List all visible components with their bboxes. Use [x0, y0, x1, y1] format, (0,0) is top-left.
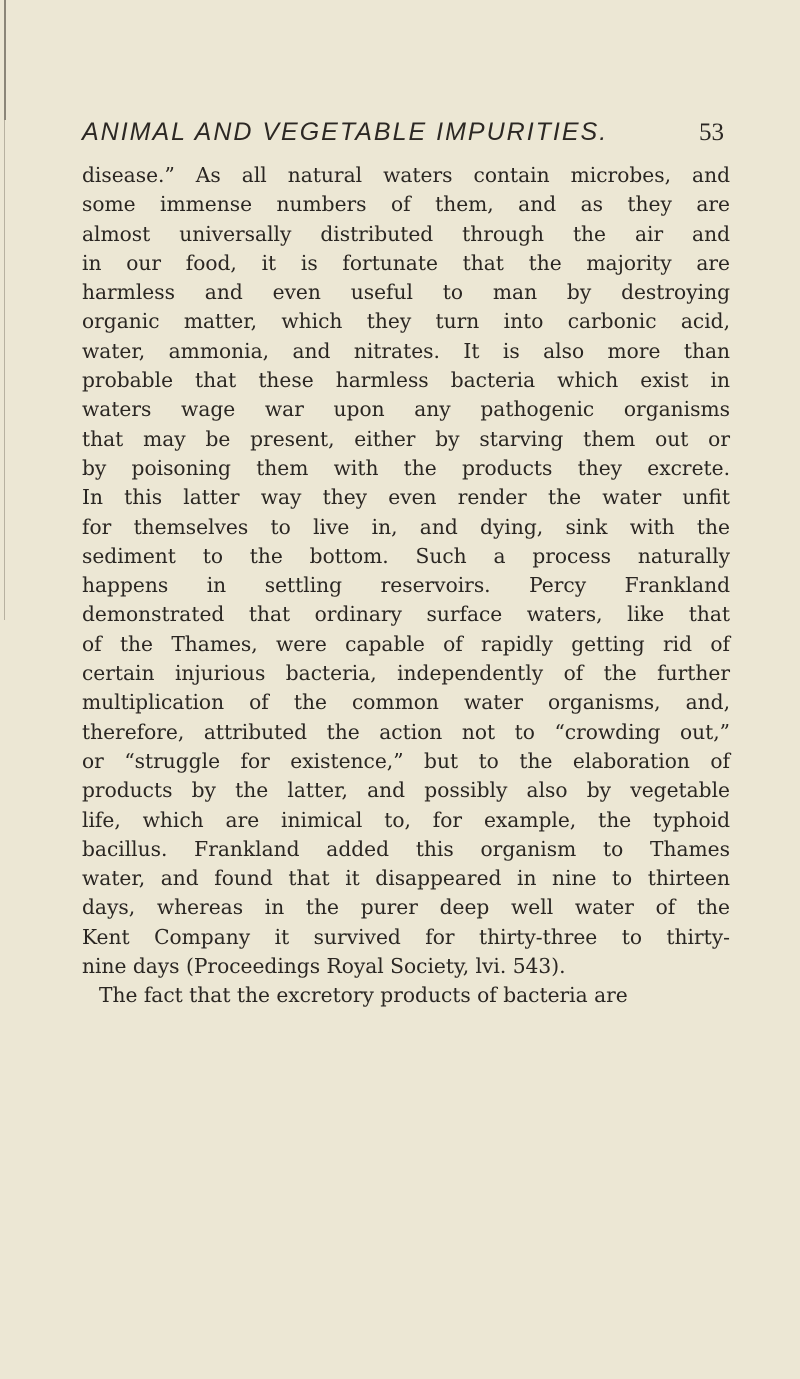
text-line: sediment to the bottom. Such a process naturally	[82, 543, 730, 568]
text-line: probable that these harmless bacteria which exist in	[82, 368, 730, 393]
text-line: demonstrated that ordinary surface waters, like that	[82, 602, 730, 627]
text-line: days, whereas in the purer deep well water of the	[82, 895, 730, 920]
text-line: that may be present, either by starving them out or	[82, 426, 730, 451]
text-line: nine days (Proceedings Royal Society, lvi. 543).	[82, 954, 566, 979]
text-line: waters wage war upon any pathogenic organisms	[82, 397, 730, 422]
text-line: multiplication of the common water organisms, and,	[82, 690, 730, 715]
text-line: bacillus. Frankland added this organism to Thames	[82, 836, 730, 861]
running-head	[82, 118, 730, 147]
text-line: certain injurious bacteria, independently of the further	[82, 661, 730, 686]
text-line: products by the latter, and possibly also by vegetable	[82, 778, 730, 803]
text-line: of the Thames, were capable of rapidly getting rid of	[82, 631, 730, 656]
text-line: disease.” As all natural waters contain microbes, and	[82, 163, 730, 187]
book-page	[82, 118, 730, 1011]
text-line: water, ammonia, and nitrates. It is also more than	[82, 338, 730, 363]
text-line: life, which are inimical to, for example, the typhoid	[82, 807, 730, 832]
running-title: ANIMAL AND VEGETABLE IMPURITIES.	[82, 118, 609, 146]
text-line: happens in settling reservoirs. Percy Frankland	[82, 573, 730, 598]
text-line: The fact that the excretory products of bacteria are	[99, 983, 628, 1008]
page-gutter-edge	[4, 0, 6, 120]
text-line: for themselves to live in, and dying, sink with the	[82, 514, 730, 539]
text-line: organic matter, which they turn into carbonic acid,	[82, 309, 730, 334]
text-line: or “struggle for existence,” but to the elaboration of	[82, 748, 730, 773]
text-line: Kent Company it survived for thirty-three to thirty-	[82, 924, 730, 949]
text-line: therefore, attributed the action not to “crowding out,”	[82, 719, 730, 744]
text-line: In this latter way they even render the water unfit	[82, 485, 730, 510]
text-line: almost universally distributed through the air and	[82, 221, 730, 246]
page-gutter-shadow	[4, 120, 5, 620]
text-line: by poisoning them with the products they excrete.	[82, 455, 730, 480]
text-line: water, and found that it disappeared in nine to thirteen	[82, 866, 730, 891]
text-line: in our food, it is fortunate that the majority are	[82, 250, 730, 275]
body-text	[82, 161, 730, 1011]
text-line: some immense numbers of them, and as they are	[82, 192, 730, 217]
text-line: harmless and even useful to man by destroying	[82, 280, 730, 305]
page-number: 53	[699, 119, 724, 146]
